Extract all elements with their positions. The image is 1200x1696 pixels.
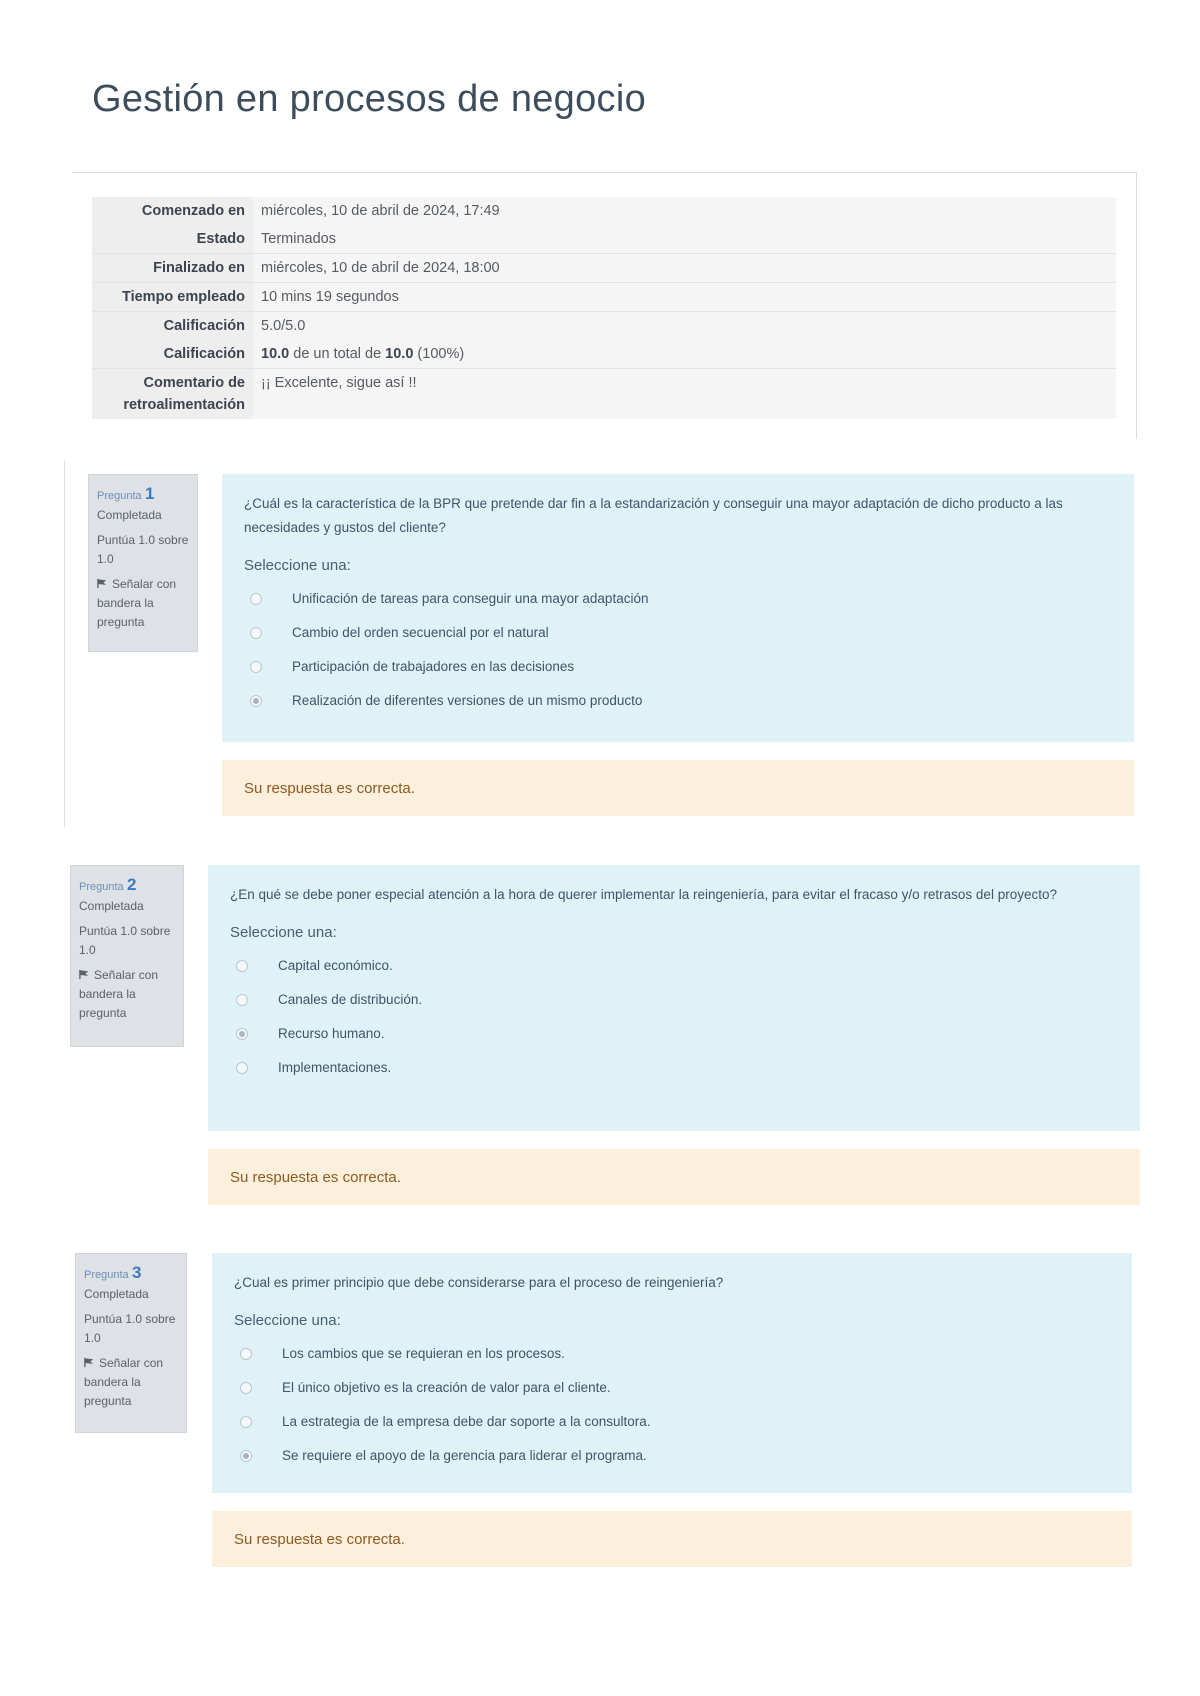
- question-label: Pregunta: [84, 1269, 129, 1281]
- question-content: [208, 865, 1140, 1131]
- answer-option[interactable]: [230, 983, 1118, 1017]
- question-label: Pregunta: [97, 490, 142, 502]
- answer-options: [230, 949, 1118, 1085]
- question-state: Completada: [84, 1287, 149, 1301]
- summary-label: Estado: [92, 225, 253, 254]
- question-score: Puntúa 1.0 sobre 1.0: [84, 1312, 176, 1345]
- question-feedback: [208, 1149, 1140, 1205]
- answer-option-label: Recurso humano.: [278, 1026, 385, 1041]
- question-state: Completada: [97, 508, 162, 522]
- question-number: 1: [145, 484, 155, 503]
- flag-question-link[interactable]: [84, 1354, 178, 1411]
- answer-option[interactable]: [234, 1405, 1110, 1439]
- grade-text: de un total de: [289, 346, 386, 362]
- answer-option-label: Implementaciones.: [278, 1060, 392, 1075]
- answer-option[interactable]: [244, 650, 1112, 684]
- answer-option[interactable]: [244, 582, 1112, 616]
- answer-option[interactable]: [234, 1371, 1110, 1405]
- question-text: ¿Cual es primer principio que debe considerarse para el proceso de reingeniería?: [234, 1275, 724, 1290]
- summary-label: Calificación: [92, 312, 253, 341]
- answer-option-label: Unificación de tareas para conseguir una mayor adaptación: [292, 591, 649, 606]
- question-content: [222, 474, 1134, 742]
- summary-value: 5.0/5.0: [253, 312, 1116, 341]
- feedback-text: Su respuesta es correcta.: [244, 779, 415, 797]
- summary-label: Comentario de retroalimentación: [92, 369, 253, 420]
- summary-value: miércoles, 10 de abril de 2024, 17:49: [253, 197, 1116, 225]
- summary-value: miércoles, 10 de abril de 2024, 18:00: [253, 254, 1116, 283]
- radio-button[interactable]: [250, 661, 262, 673]
- radio-button[interactable]: [236, 960, 248, 972]
- answer-option-label: El único objetivo es la creación de valor para el cliente.: [282, 1380, 611, 1395]
- question-info: [70, 865, 184, 1047]
- answer-option-label: Se requiere el apoyo de la gerencia para liderar el programa.: [282, 1448, 647, 1463]
- answer-options: [234, 1337, 1110, 1473]
- question-score: Puntúa 1.0 sobre 1.0: [97, 533, 189, 566]
- question-state: Completada: [79, 899, 144, 913]
- page-title: Gestión en procesos de negocio: [92, 78, 647, 120]
- answer-option[interactable]: [244, 616, 1112, 650]
- summary-value: Terminados: [253, 225, 1116, 254]
- flag-question-label: Señalar con bandera la pregunta: [79, 968, 159, 1020]
- grade-total: 10.0: [385, 346, 414, 362]
- radio-button[interactable]: [240, 1348, 252, 1360]
- summary-label: Calificación: [92, 340, 253, 369]
- summary-row-feedback: [92, 369, 1116, 420]
- question-text: ¿En qué se debe poner especial atención a la hora de querer implementar la reingeniería, para evitar el fracaso y/o retrasos del proyecto?: [230, 887, 1057, 902]
- answer-option-selected[interactable]: [230, 1017, 1118, 1051]
- answer-prompt: Seleccione una:: [244, 557, 351, 574]
- summary-label: Comenzado en: [92, 197, 253, 225]
- radio-button-checked[interactable]: [240, 1450, 252, 1462]
- feedback-text: Su respuesta es correcta.: [234, 1530, 405, 1548]
- flag-icon: [79, 969, 90, 980]
- answer-option-label: Los cambios que se requieran en los procesos.: [282, 1346, 565, 1361]
- answer-prompt: Seleccione una:: [230, 924, 337, 941]
- answer-option-label: La estrategia de la empresa debe dar soporte a la consultora.: [282, 1414, 651, 1429]
- summary-label: Finalizado en: [92, 254, 253, 283]
- radio-button[interactable]: [250, 593, 262, 605]
- answer-option-label: Participación de trabajadores en las decisiones: [292, 659, 575, 674]
- attempt-summary-table: [92, 197, 1116, 419]
- flag-question-link[interactable]: [79, 966, 175, 1023]
- attempt-summary: [72, 172, 1137, 439]
- summary-value: ¡¡ Excelente, sigue así !!: [253, 369, 1116, 420]
- question-feedback: [212, 1511, 1132, 1567]
- radio-button-checked[interactable]: [236, 1028, 248, 1040]
- question-divider: [64, 460, 65, 827]
- radio-button[interactable]: [240, 1416, 252, 1428]
- answer-option-selected[interactable]: [234, 1439, 1110, 1473]
- summary-row-marks: [92, 312, 1116, 341]
- flag-question-link[interactable]: [97, 575, 189, 632]
- question-score: Puntúa 1.0 sobre 1.0: [79, 924, 171, 957]
- feedback-text: Su respuesta es correcta.: [230, 1168, 401, 1186]
- question-label: Pregunta: [79, 881, 124, 893]
- radio-button-checked[interactable]: [250, 695, 262, 707]
- flag-question-label: Señalar con bandera la pregunta: [84, 1356, 164, 1408]
- summary-row-time-taken: [92, 283, 1116, 312]
- question-number: 3: [132, 1263, 142, 1282]
- flag-question-label: Señalar con bandera la pregunta: [97, 577, 177, 629]
- answer-option[interactable]: [230, 949, 1118, 983]
- answer-options: [244, 582, 1112, 718]
- question-info: [75, 1253, 187, 1433]
- flag-icon: [84, 1357, 95, 1368]
- question-content: [212, 1253, 1132, 1493]
- question-info: [88, 474, 198, 652]
- summary-value: [253, 340, 1116, 369]
- answer-option[interactable]: [234, 1337, 1110, 1371]
- answer-option-selected[interactable]: [244, 684, 1112, 718]
- question-text: ¿Cuál es la característica de la BPR que pretende dar fin a la estandarización y conseguir una mayor adaptación de dicho producto a las necesidades y gustos del cliente?: [244, 496, 1063, 535]
- summary-row-grade: [92, 340, 1116, 369]
- question-number: 2: [127, 875, 137, 894]
- grade-value: 10.0: [261, 346, 290, 362]
- grade-percent: (100%): [413, 346, 465, 362]
- radio-button[interactable]: [236, 994, 248, 1006]
- question-feedback: [222, 760, 1134, 816]
- radio-button[interactable]: [240, 1382, 252, 1394]
- summary-row-finished: [92, 254, 1116, 283]
- answer-option-label: Capital económico.: [278, 958, 393, 973]
- answer-option-label: Realización de diferentes versiones de un mismo producto: [292, 693, 643, 708]
- answer-prompt: Seleccione una:: [234, 1312, 341, 1329]
- flag-icon: [97, 578, 108, 589]
- summary-row-state: [92, 225, 1116, 254]
- answer-option-label: Canales de distribución.: [278, 992, 423, 1007]
- answer-option[interactable]: [230, 1051, 1118, 1085]
- summary-value: 10 mins 19 segundos: [253, 283, 1116, 312]
- radio-button[interactable]: [236, 1062, 248, 1074]
- radio-button[interactable]: [250, 627, 262, 639]
- summary-row-started: [92, 197, 1116, 225]
- answer-option-label: Cambio del orden secuencial por el natural: [292, 625, 549, 640]
- summary-label: Tiempo empleado: [92, 283, 253, 312]
